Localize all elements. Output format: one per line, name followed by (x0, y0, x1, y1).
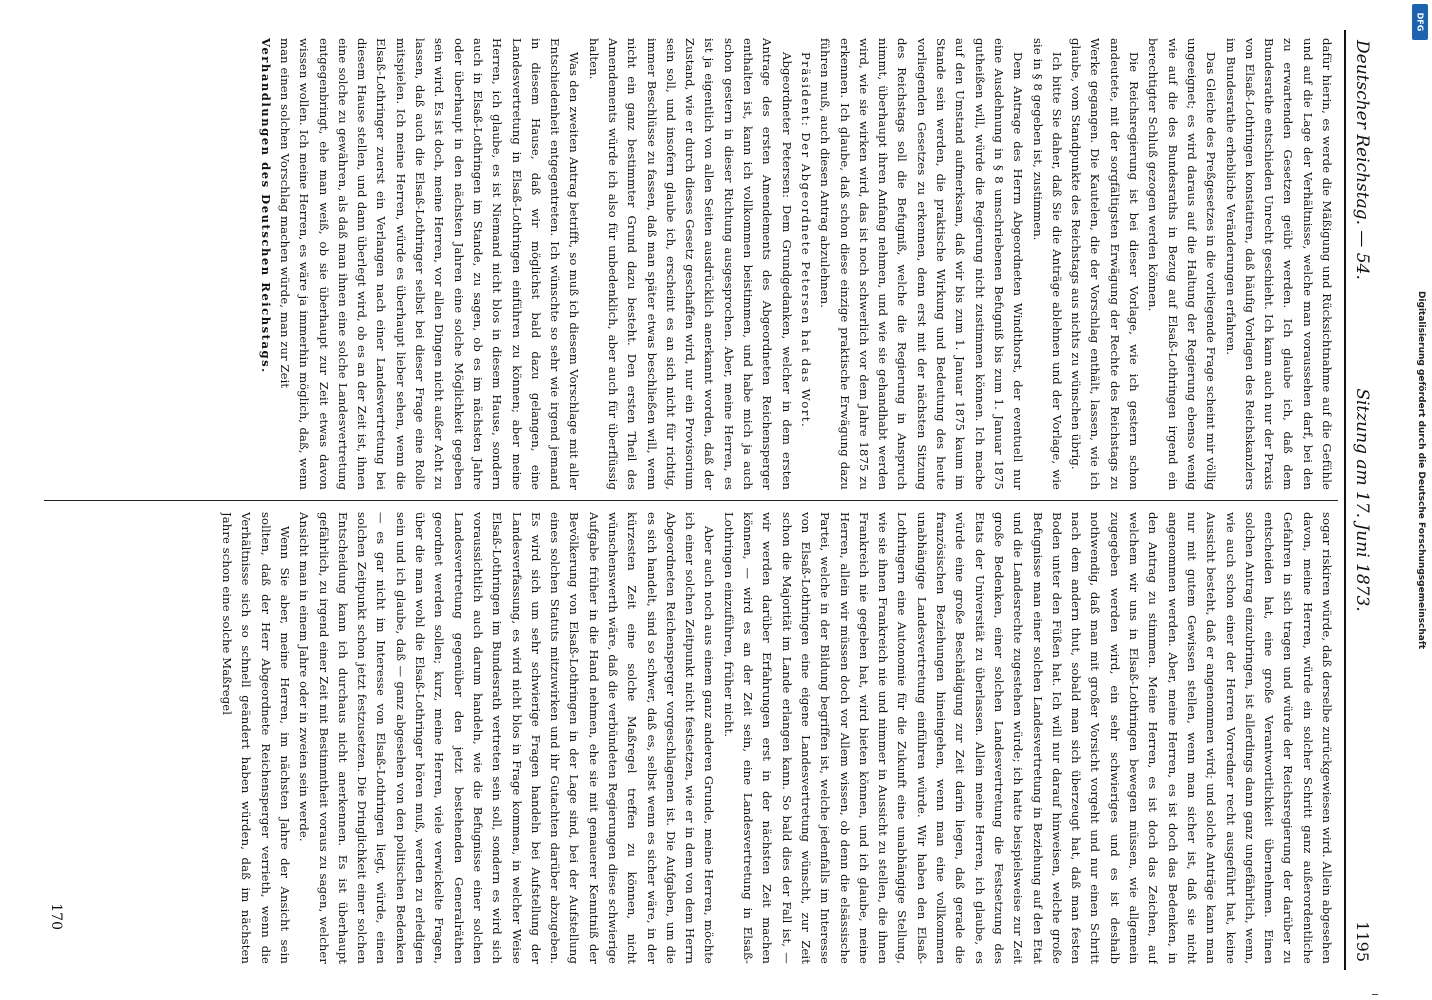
scan-mark (1372, 988, 1378, 995)
paragraph: Aber auch noch aus einem ganz anderen Grunde, meine Herren, möchte ich einer solchen Zeitpunkt nicht festsetzen, wie er in dem von dem Herrn Abgeordneten Reichensperger vorgeschlagenen ist. Die Aufgaben, um die es sich handelt, sind so schwer, daß es, selbst wenn es sicher wäre, in der kürzesten Zeit eine solche Maßregel treffen zu können, nicht wünschenswerth wäre, daß die verbündeten Regierungen diese schwierige Aufgabe früher in die Hand nehmen, ehe sie mit genauerer Kenntniß der Bevölkerung von Elsaß-Lothringen in der Lage sind, bei der Aufstellung eines solchen Statuts mitzuwirken und ihr Gutachten darüber abzugeben. Es wird sich um sehr schwierige Fragen handeln bei Aufstellung der Landesverfassung, es wird nicht blos in Frage kommen, in welcher Weise Elsaß-Lothringen im Bundesrath vertreten sein soll, sondern es wird sich voraussichtlich auch darum handeln, wie die Befugnisse einer solchen Landesvertretung gegenüber den jetzt bestehenden Generalräthen geordnet werden sollen; kurz, meine Herren, viele verwickelte Fragen, über die man wohl die Elsaß-Lothringer hören muß, werden zu erledigen sein und ich glaube, daß — ganz abgesehen von den politischen Bedenken — es gar nicht im Interesse von Elsaß-Lothringen liegt, würde, einen solchen Zeitpunkt schon jetzt festzusetzen. Die Dringlichkeit einer solchen Entscheidung kann ich durchaus nicht anerkennen. Es ist überhaupt gefährlich, zu irgend einer Zeit mit Bestimmtheit voraus zu sagen, welcher Ansicht man in einem Jahre oder in zweien sein werde. (297, 512, 717, 964)
paragraph: Was den zweiten Antrag betrifft, so muß ich diesem Vorschlage mit aller Entschiedenheit entgegentreten. Ich wünschte so sehr wie irgend jemand in diesem Hause, daß wir möglichst bald dazu gelangen, eine Landesvertretung in Elsaß-Lothringen einführen zu können; aber meine Herren, ich glaube, es ist Niemand nicht blos in diesem Hause, sondern auch in Elsaß-Lothringen im Stande, zu sagen, ob es im nächsten Jahre oder überhaupt in den nächsten Jahren eine solche Möglichkeit gegeben sein wird. Es ist doch, meine Herren, vor allen Dingen nicht außer Acht zu lassen, daß auch die Elsaß-Lothringer selbst bei dieser Frage eine Rolle mitspielen. Ich meine Herren, würde es überhaupt lieber sehen, wenn die Elsaß-Lothringer zuerst ein Verlangen nach einer Landesvertretung bei diesem Hause stellen, und dann überlegt wird, ob es an der Zeit ist, ihnen eine solche zu gewähren, als daß man ihnen eine solche Landesvertretung entgegenbringt, ehe man weiß, ob sie überhaupt zur Zeit etwas davon wissen wollen. Ich meine Herren, es wäre ja immerhin möglich, daß, wenn man einen solchen Vorschlag machen würde, man zur Zeit (277, 38, 582, 490)
paragraph: Ich bitte Sie daher, daß Sie die Anträge ablehnen und der Vorlage, wie sie in § 8 gegeben ist, zustimmen. (1030, 38, 1064, 490)
footer-left: Verhandlungen des Deutschen Reichstags. (258, 38, 273, 374)
paragraph: Abgeordneter Petersen: Dem Grundgedanken, welcher in dem ersten Antrage des ersten Amendements des Abgeordneten Reichensperger enthalten ist, kann ich vollkommen beistimmen, und habe mich ja auch schon gestern in dieser Richtung ausgesprochen. Aber, meine Herren, es ist ja eigentlich von allen Seiten ausdrücklich anerkannt worden, daß der Zustand, wie er durch dieses Gesetz geschaffen wird, nur ein Provisorium sein soll, und insofern glaube ich, erscheint es an sich nicht für richtig, immer Beschlüsse zu fassen, daß man später etwas beschließen will, wenn nicht ein ganz bestimmter Grund dazu besteht. Den ersten Theil des Amendements würde ich also für unbedenklich, aber auch für überflüssig halten. (586, 38, 794, 490)
right-column (46, 512, 1336, 964)
left-column (46, 38, 1336, 490)
paragraph: Dem Antrage des Herrn Abgeordneten Windthorst, der eventuell nur eine Ausdehnung in § 8 umschriebenen Befugniß bis zum 1. Januar 1875 gutheißen will, würde die Regierung nicht zustimmen können. Ich mache auf den Umstand aufmerksam, daß wir bis zum 1. Januar 1875 kaum im Stande sein werden, die praktische Wirkung und Bedeutung des heute vorliegenden Gesetzes zu erkennen, denn erst mit der nächsten Sitzung des Reichstags soll die Befugniß, welche die Regierung in Anspruch nimmt, überhaupt ihren Anfang nehmen, und wie sie gehandhabt werden wird, wie sie wirken wird, das ist noch schwerlich vor dem Jahre 1875 zu erkennen. Ich glaube, daß schon diese einzige praktische Erwägung dazu führen muß, auch diesen Antrag abzulehnen. (818, 38, 1026, 490)
paragraph: Wenn Sie aber, meine Herren, im nächsten Jahre der Ansicht sein sollten, daß der Herr Abgeordnete Reichensperger verrieth, wenn die Verhältnisse sich so schnell geändert haben würden, daß im nächsten Jahre schon eine solche Maßregel (220, 512, 292, 964)
page-header (1346, 30, 1386, 970)
header-title: Sitzung am 17. Juni 1873. (1352, 388, 1372, 612)
footer-signature: 170 (48, 903, 64, 930)
paragraph: dafür hierin, es werde die Mäßigung und Rücksichtnahme auf die Gefühle und auf die Lage der Verhältnisse, welche man voraussehen darf, bei den zu erwartenden Gesetzen geübt werden. Ich glaube ich, daß dem Bundesrathe entschieden Unrecht geschieht. Ich kann auch nur der Praxis von Elsaß-Lothringen konstatiren, daß häufig Vorlagen des Reichskanzlers im Bundesrathe erhebliche Veränderungen erfahren. (1223, 38, 1334, 490)
rotated-page (40, 30, 1386, 970)
header-left: Deutscher Reichstag. — 54. (1352, 40, 1372, 280)
column-rule (44, 500, 1338, 501)
dfg-credit: Digitalisierung gefördert durch die Deutsche Forschungsgemeinschaft (1416, 290, 1426, 650)
page-number: 1195 (1353, 921, 1372, 962)
paragraph: Die Reichsregierung ist bei dieser Vorlage, wie ich gestern schon andeutete, mit der sorgfältigsten Erwägung der Rechte des Reichstags zu Werke gegangen. Die Kautelen, die der Vorschlag enthält, lassen, wie ich glaube, vom Standpunkte des Reichstags aus nichts zu wünschen übrig. (1069, 38, 1142, 490)
paragraph-president: Präsident: Der Abgeordnete Petersen hat das Wort. (798, 52, 813, 429)
header-rule (1344, 30, 1346, 970)
dfg-sidebar (1410, 0, 1432, 1000)
paragraph: Das Gleiche des Preßgesetzes in die vorliegende Frage scheint mir völlig ungeeignet; es wird daraus auf die Haltung der Regierung ebenso wenig wie auf die des Bundesraths in Bezug auf Elsaß-Lothringen irgend ein berechtigter Schluß gezogen werden können. (1146, 38, 1219, 490)
dfg-logo-text: DFG (1415, 12, 1425, 32)
paragraph: sogar riskiren würde, daß derselbe zurückgewiesen wird. Allein abgesehen davon, meine Herren, würde ein solcher Schritt ganz außerordentliche Gefahren in sich tragen und würde der Reichsregierung der darüber zu entscheiden hat, eine große Verantwortlichkeit übernehmen. Einen solchen Antrag einzubringen, ist allerdings dann ganz ungefährlich, wenn, wie auch schon einer der Herren Vorredner recht ausgeführt hat, keine Aussicht besteht, daß er angenommen wird; und solche Anträge kann man nur mit gutem Gewissen stellen, wenn man sicher ist, daß sie nicht angenommen werden. Aber, meine Herren, es ist doch das Bedenken, in den Antrag zu stimmen. Meine Herren, es ist doch das Zeichen, auf welchem wir uns in Elsaß-Lothringen bewegen müssen, wie allgemein zugegeben werden wird, ein sehr schwieriges und es ist deshalb nothwendig, daß man mit großer Vorsicht vorgeht und nur einen Schritt nach dem andern thut, sobald man sich überzeugt hat, daß man festen Boden unter den Füßen hat. Ich will nur darauf hinweisen, welche große Befugnisse man einer solchen Landesvertretung in Beziehung auf den Etat und die Landesrechte zugestehen würde; ich hatte beispielsweise zur Zeit große Bedenken, einer solchen Landesvertretung die Festsetzung des Etats der Universität zu überlassen. Allein meine Herren, ich glaube, es würde eine große Beschädigung zur Zeit darin liegen, daß gerade die französischen Beziehungen hineingehen, wenn man eine vollkommen unabhängige Landesvertretung einführen würde. Wir haben den Elsaß-Lothringern eine Autonomie für die Zukunft eine unabhängige Stellung, wie sie ihnen Frankreich nie und nimmer in Aussicht zu stellen, die ihnen Frankreich nie gegeben hat, wird bieten können, und ich glaube, meine Herren, allein wir müssen doch vor Allem wissen, ob denn die elsässische Partei, welche in der Bildung begriffen ist, welche jedenfalls im Interesse von Elsaß-Lothringen eine eigene Landesvertretung wünscht, zur Zeit schon die Majorität im Lande erlangen kann. So bald dies der Fall ist, — wir werden darüber Erfahrungen erst in der nächsten Zeit machen können, — wird es an der Zeit sein, eine Landesvertretung in Elsaß-Lothringen einzuführen, früher nicht. (721, 512, 1334, 964)
